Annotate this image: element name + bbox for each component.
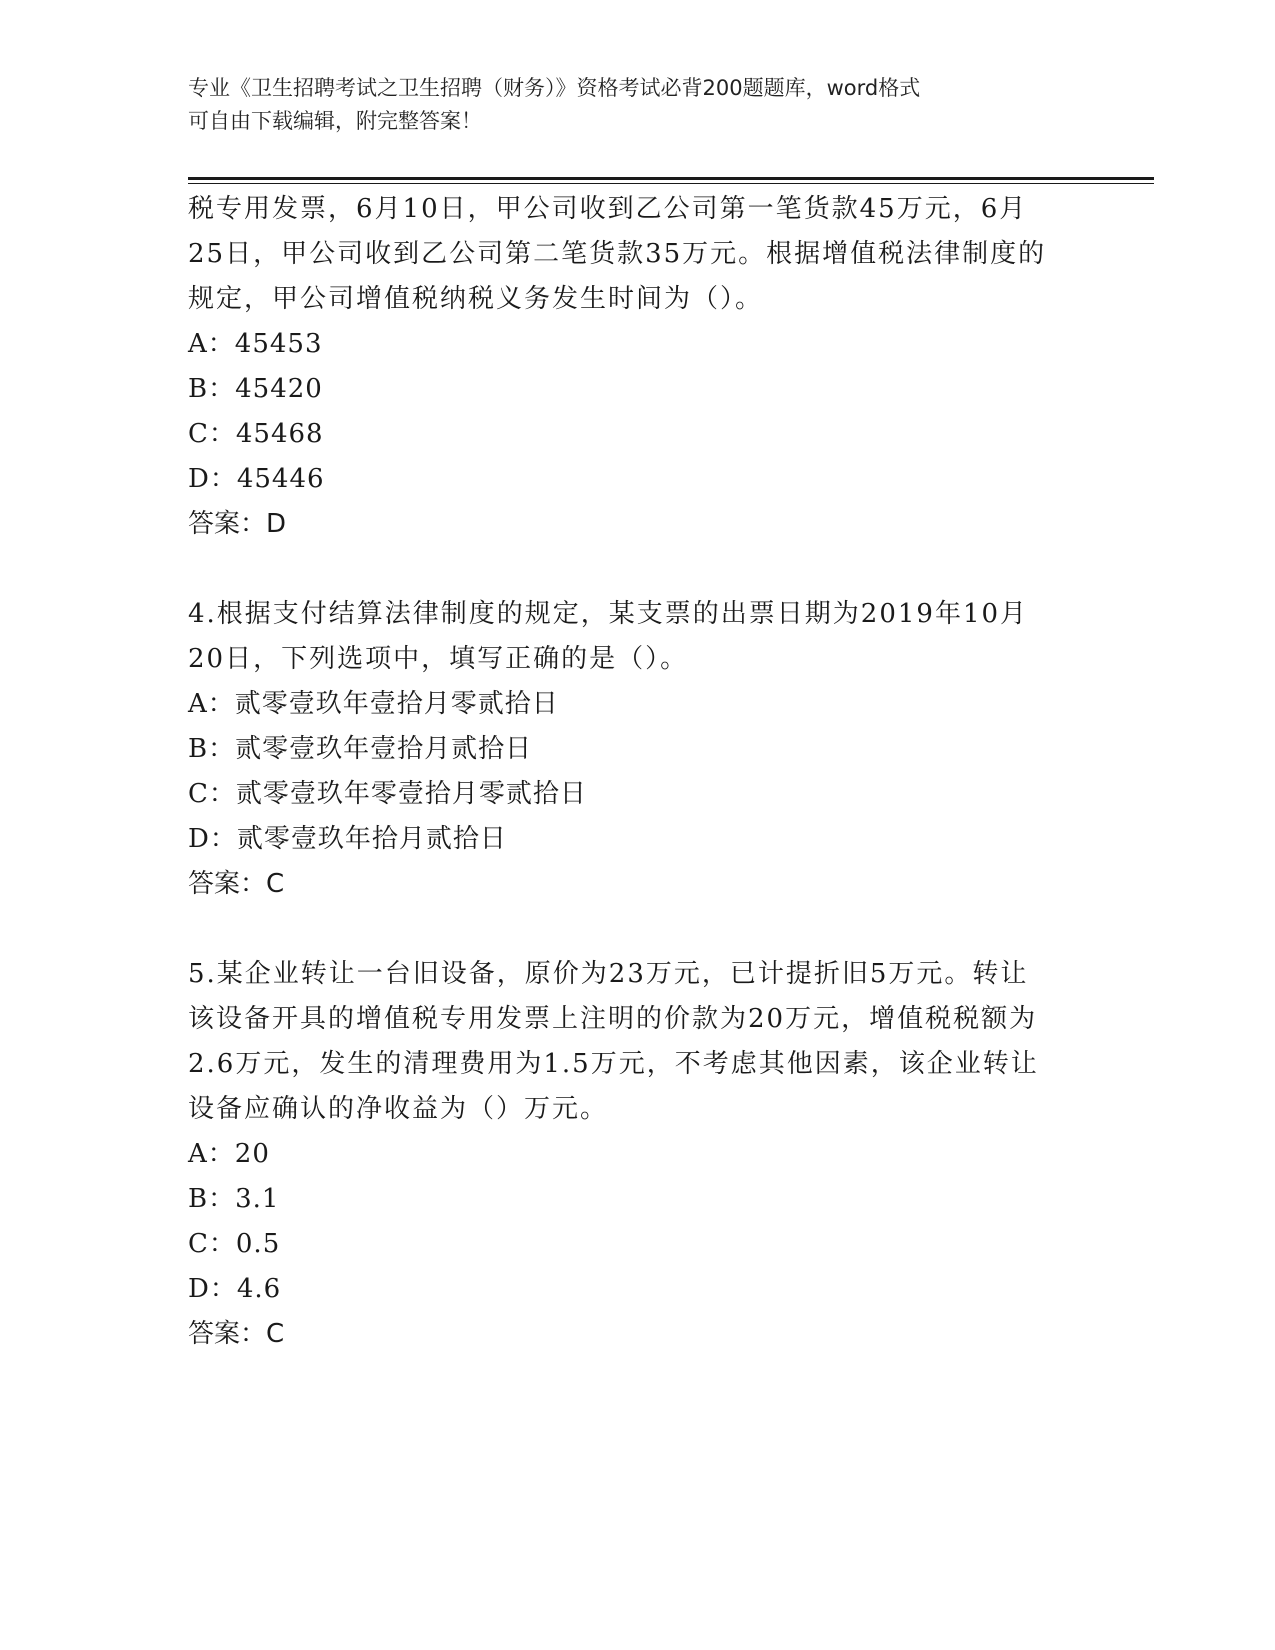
option-d: D：4.6 [188,1274,282,1304]
header-rule-thick [188,177,1154,180]
document-body [188,187,1088,1357]
question-4 [188,592,1088,907]
answer-line: 答案：D [188,509,287,539]
question-3 [188,187,1088,547]
option-c: C：贰零壹玖年零壹拾月零贰拾日 [188,779,587,809]
option-a: A：贰零壹玖年壹拾月零贰拾日 [188,689,559,719]
option-c: C：0.5 [188,1229,281,1259]
question-text-line: 25日，甲公司收到乙公司第二笔货款35万元。根据增值税法律制度的 [188,239,1047,269]
header-rule-thin [188,183,1154,184]
question-text-line: 4.根据支付结算法律制度的规定，某支票的出票日期为2019年10月 [188,599,1029,629]
question-text-line: 5.某企业转让一台旧设备，原价为23万元，已计提折旧5万元。转让 [188,959,1029,989]
option-a: A：20 [188,1139,270,1169]
document-header [188,72,1068,138]
option-d: D：贰零壹玖年拾月贰拾日 [188,824,507,854]
option-c: C：45468 [188,419,324,449]
question-text-line: 20日，下列选项中，填写正确的是（）。 [188,644,689,674]
answer-line: 答案：C [188,869,285,899]
spacer [188,547,1088,592]
question-text-line: 税专用发票，6月10日，甲公司收到乙公司第一笔货款45万元，6月 [188,194,1028,224]
option-b: B：45420 [188,374,323,404]
option-a: A：45453 [188,329,323,359]
question-text-line: 该设备开具的增值税专用发票上注明的价款为20万元，增值税税额为 [188,1004,1038,1034]
question-text-line: 规定，甲公司增值税纳税义务发生时间为（）。 [188,284,764,314]
question-text-line: 设备应确认的净收益为（）万元。 [188,1094,609,1124]
option-b: B：贰零壹玖年壹拾月贰拾日 [188,734,533,764]
header-line-2: 可自由下载编辑，附完整答案！ [188,109,482,133]
spacer [188,907,1088,952]
header-line-1: 专业《卫生招聘考试之卫生招聘（财务）》资格考试必背200题题库，word格式 [188,76,921,100]
option-d: D：45446 [188,464,325,494]
question-text-line: 2.6万元，发生的清理费用为1.5万元，不考虑其他因素，该企业转让 [188,1049,1039,1079]
answer-line: 答案：C [188,1319,285,1349]
question-5 [188,952,1088,1357]
option-b: B：3.1 [188,1184,280,1214]
